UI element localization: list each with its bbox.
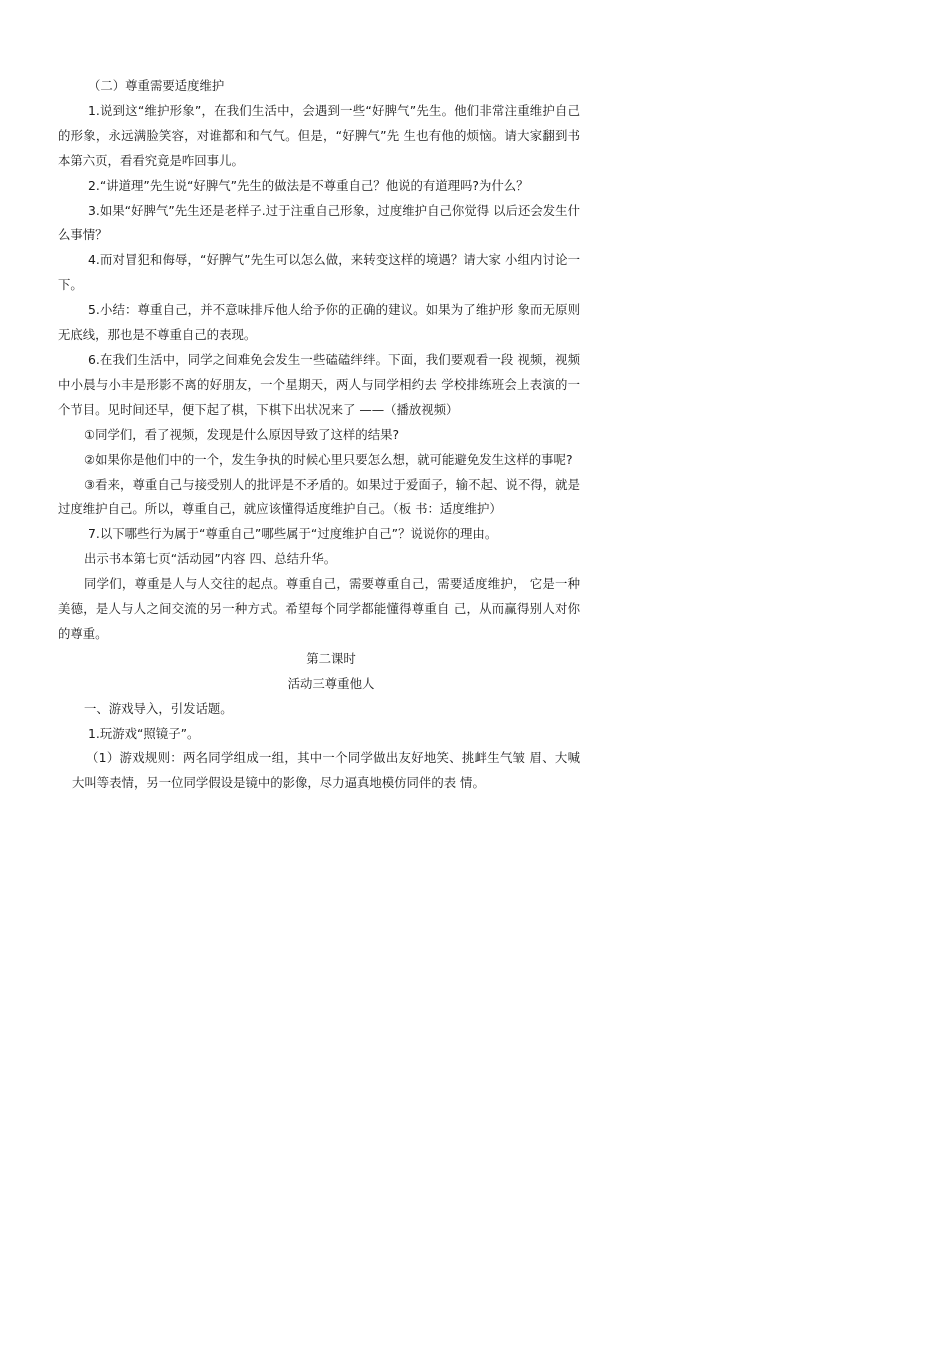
paragraph: 1.说到这“维护形象”，在我们生活中，会遇到一些“好脾气”先生。他们非常注重维护自己的形象，永远满脸笑容，对谁都和和气气。但是，“好脾气”先 生也有他的烦恼。请大家翻到书本第六页，看看究竟是咋回事儿。 [58, 102, 580, 168]
paragraph: 5.小结：尊重自己，并不意味排斥他人给予你的正确的建议。如果为了维护形 象而无原则无底线，那也是不尊重自己的表现。 [58, 302, 580, 343]
lesson-title: 第二课时 [306, 650, 356, 666]
paragraph: 7.以下哪些行为属于“尊重自己”哪些属于“过度维护自己”？说说你的理由。 [88, 526, 498, 542]
paragraph: ①同学们，看了视频，发现是什么原因导致了这样的结果? [84, 426, 400, 442]
section-heading: 一、游戏导入，引发话题。 [84, 700, 233, 716]
paragraph: ②如果你是他们中的一个，发生争执的时候心里只要怎么想，就可能避免发生这样的事呢? [84, 451, 573, 467]
paragraph: （1）游戏规则：两名同学组成一组，其中一个同学做出友好地笑、挑衅生气皱 眉、大喊大叫等表情，另一位同学假设是镜中的影像，尽力逼真地模仿同伴的表 情。 [72, 750, 580, 791]
paragraph: 1.玩游戏“照镜子”。 [88, 725, 200, 741]
paragraph: 2.“讲道理”先生说“好脾气”先生的做法是不尊重自己？他说的有道理吗?为什么？ [88, 177, 529, 193]
paragraph: 出示书本第七页“活动园”内容 四、总结升华。 [84, 551, 337, 567]
section-heading: （二）尊重需要适度维护 [88, 78, 225, 93]
document-page [58, 74, 580, 796]
paragraph: 同学们，尊重是人与人交往的起点。尊重自己，需要尊重自己，需要适度维护， 它是一种美德，是人与人之间交流的另一种方式。希望每个同学都能懂得尊重自 己，从而赢得别人对你的尊重。 [58, 576, 580, 641]
activity-title: 活动三尊重他人 [287, 675, 375, 691]
paragraph: 3.如果“好脾气”先生还是老样子.过于注重自己形象，过度维护自己你觉得 以后还会发生什么事情？ [58, 202, 580, 243]
paragraph: ③看来，尊重自己与接受别人的批评是不矛盾的。如果过于爱面子，输不起、说不得，就是过度维护自己。所以，尊重自己，就应该懂得适度维护自己。（板 书：适度维护） [58, 476, 580, 517]
paragraph: 6.在我们生活中，同学之间难免会发生一些磕磕绊绊。下面，我们要观看一段 视频，视频中小晨与小丰是形影不离的好朋友，一个星期天，两人与同学相约去 学校排练班会上表演的一个节目。见时间还早，便下起了棋，下棋下出状况来了 ——（播放视频） [58, 351, 580, 417]
paragraph: 4.而对冒犯和侮辱，“好脾气”先生可以怎么做，来转变这样的境遇？请大家 小组内讨论一下。 [58, 252, 580, 293]
